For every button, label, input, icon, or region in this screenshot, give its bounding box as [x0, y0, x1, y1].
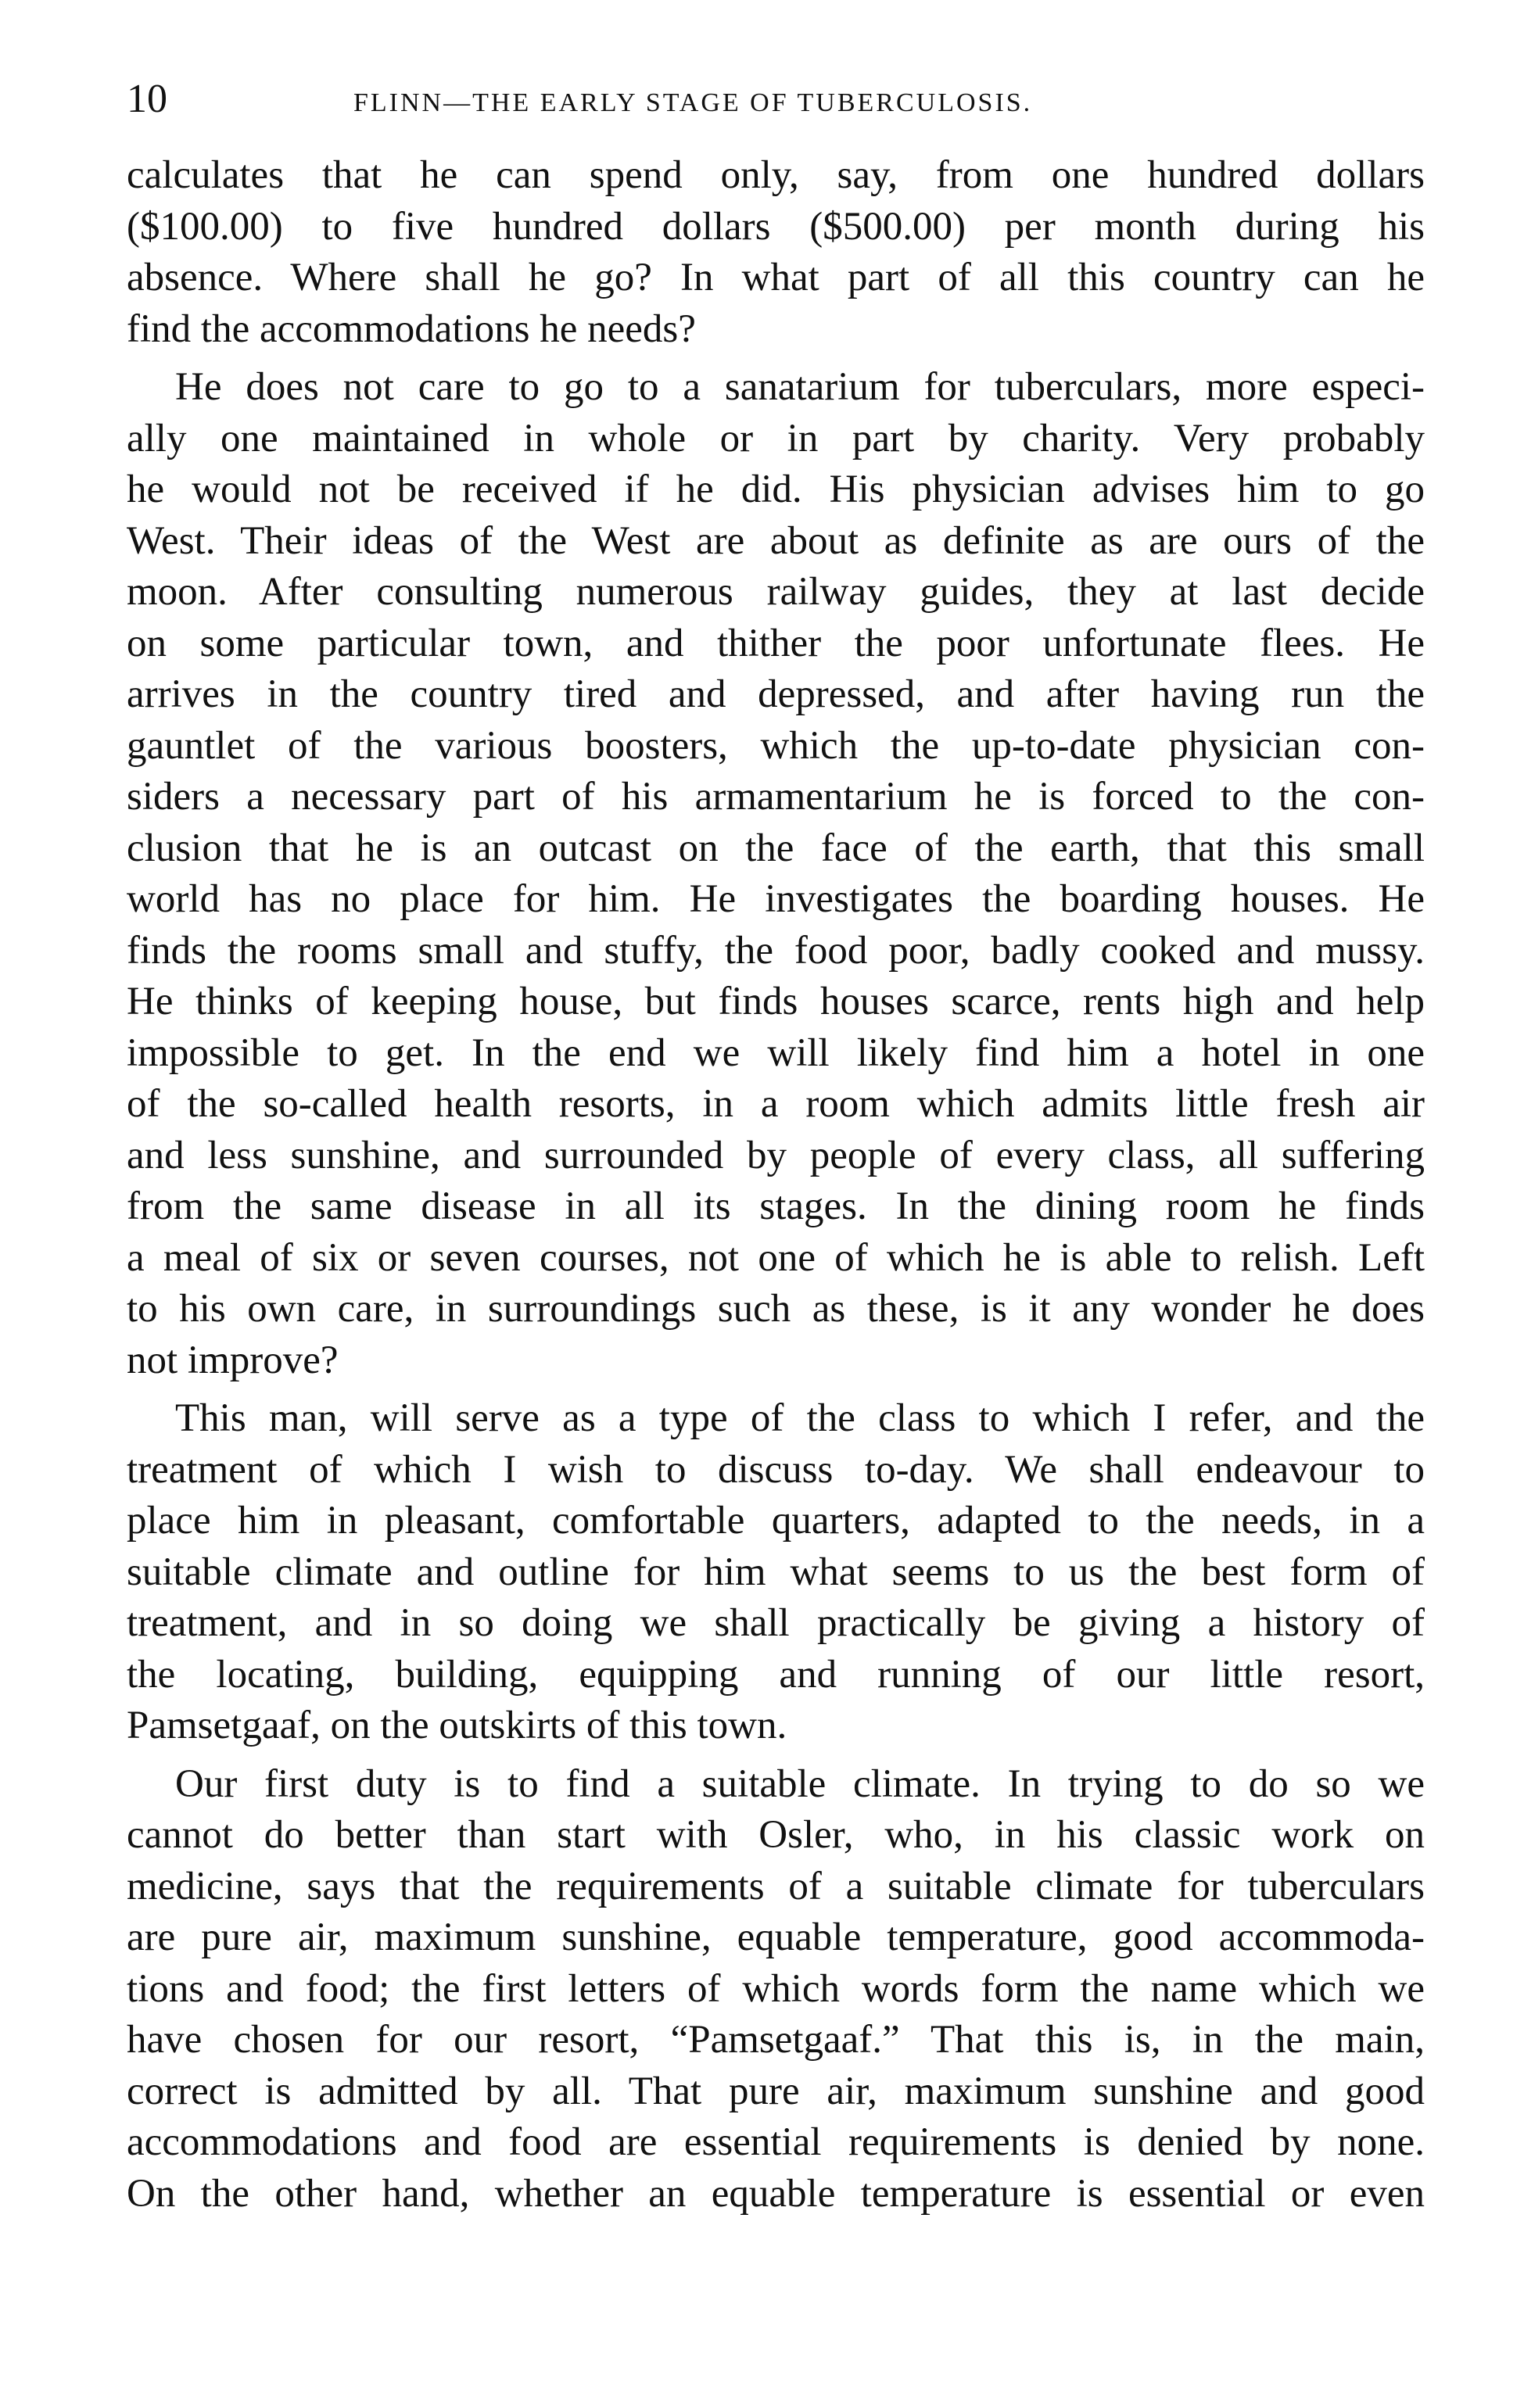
text-line: ($100.00) to five hundred dollars ($500.00) per month during his — [127, 204, 1425, 249]
text-line: of the so-called health resorts, in a room which admits little fresh air — [127, 1082, 1425, 1126]
text-line: find the accommodations he needs? — [127, 306, 696, 351]
paragraph-2 — [127, 362, 1425, 1386]
text-line: and less sunshine, and surrounded by people of every class, all suffering — [127, 1133, 1425, 1177]
text-line: correct is admitted by all. That pure air, maximum sunshine and good — [127, 2069, 1425, 2113]
text-line: This man, will serve as a type of the class to which I refer, and the — [175, 1396, 1425, 1440]
text-line: impossible to get. In the end we will likely find him a hotel in one — [127, 1030, 1425, 1075]
text-line: suitable climate and outline for him what seems to us the best form of — [127, 1550, 1425, 1594]
text-line: world has no place for him. He investigates the boarding houses. He — [127, 877, 1425, 921]
text-line: West. Their ideas of the West are about as definite as are ours of the — [127, 518, 1425, 563]
text-line: place him in pleasant, comfortable quarters, adapted to the needs, in a — [127, 1499, 1425, 1543]
text-line: Pamsetgaaf, on the outskirts of this town. — [127, 1704, 787, 1747]
text-line: siders a necessary part of his armamentarium he is forced to the con- — [127, 775, 1425, 819]
text-line: gauntlet of the various boosters, which the up-to-date physician con- — [127, 723, 1425, 768]
text-line: tions and food; the first letters of which words form the name which we — [127, 1966, 1425, 2011]
running-head — [127, 72, 1425, 127]
text-line: calculates that he can spend only, say, from one hundred dollars — [127, 153, 1425, 197]
text-line: Our first duty is to find a suitable climate. In trying to do so we — [175, 1761, 1425, 1806]
text-line: cannot do better than start with Osler, who, in his classic work on — [127, 1813, 1425, 1857]
text-line: on some particular town, and thither the poor unfortunate flees. He — [127, 621, 1425, 665]
text-line: have chosen for our resort, “Pamsetgaaf.” That this is, in the main, — [127, 2018, 1425, 2062]
text-line: He thinks of keeping house, but finds houses scarce, rents high and help — [127, 980, 1425, 1023]
text-line: ally one maintained in whole or in part by charity. Very probably — [127, 416, 1425, 460]
paragraph-1 — [127, 150, 1425, 355]
text-line: arrives in the country tired and depressed, and after having run the — [127, 672, 1425, 716]
paragraph-4 — [127, 1759, 1425, 2220]
text-line: moon. After consulting numerous railway guides, they at last decide — [127, 570, 1425, 614]
text-line: clusion that he is an outcast on the face of the earth, that this small — [127, 826, 1425, 870]
text-line: the locating, building, equipping and running of our little resort, — [127, 1652, 1425, 1697]
text-line: On the other hand, whether an equable temperature is essential or even — [127, 2171, 1425, 2216]
text-line: not improve? — [127, 1338, 339, 1382]
text-line: absence. Where shall he go? In what part of all this country can he — [127, 256, 1425, 299]
text-line: treatment, and in so doing we shall practically be giving a history of — [127, 1601, 1425, 1645]
paragraph-3 — [127, 1393, 1425, 1752]
running-title: FLINN—THE EARLY STAGE OF TUBERCULOSIS. — [353, 88, 1033, 117]
text-line: He does not care to go to a sanatarium for tuberculars, more especi- — [175, 365, 1425, 409]
text-line: a meal of six or seven courses, not one of which he is able to relish. Left — [127, 1235, 1425, 1280]
text-line: finds the rooms small and stuffy, the food poor, badly cooked and mussy. — [127, 928, 1425, 973]
text-line: from the same disease in all its stages. In the dining room he finds — [127, 1184, 1425, 1228]
page-number: 10 — [127, 77, 167, 121]
text-line: he would not be received if he did. His physician advises him to go — [127, 468, 1425, 511]
text-line: are pure air, maximum sunshine, equable temperature, good accommoda- — [127, 1915, 1425, 1959]
body-text — [127, 150, 1425, 2227]
text-line: treatment of which I wish to discuss to-day. We shall endeavour to — [127, 1447, 1425, 1492]
text-line: accommodations and food are essential requirements is denied by none. — [127, 2120, 1425, 2164]
text-line: to his own care, in surroundings such as these, is it any wonder he does — [127, 1287, 1425, 1331]
text-line: medicine, says that the requirements of a suitable climate for tuberculars — [127, 1864, 1425, 1908]
